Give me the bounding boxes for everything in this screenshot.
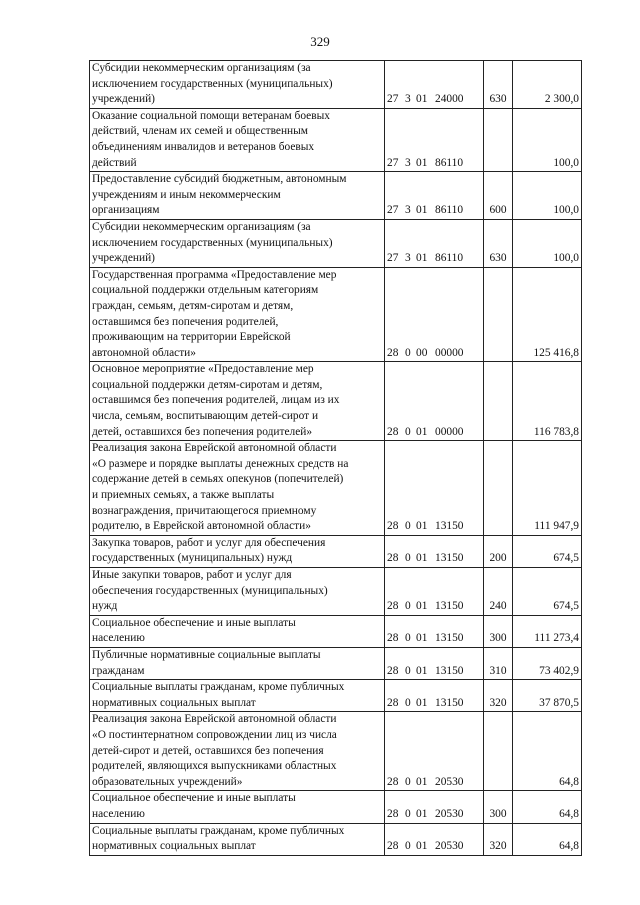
table-row bbox=[90, 441, 582, 536]
row-target-code bbox=[385, 568, 484, 616]
row-name-line: проживающим на территории Еврейской bbox=[92, 331, 291, 344]
row-name-line: Закупка товаров, работ и услуг для обеспечения bbox=[92, 536, 326, 549]
row-name-line: учреждениям и иным некоммерческим bbox=[92, 188, 281, 201]
code-direction: 24000 bbox=[435, 93, 464, 106]
code-subprogram: 0 bbox=[405, 775, 411, 788]
row-expense-type: 300 bbox=[484, 615, 513, 647]
code-direction: 13150 bbox=[435, 696, 464, 709]
table-row bbox=[90, 791, 582, 823]
row-amount: 64,8 bbox=[513, 712, 582, 791]
code-direction: 13150 bbox=[435, 600, 464, 613]
code-event: 01 bbox=[416, 664, 428, 677]
row-name-line: числа, семьям, воспитывающим детей-сирот и bbox=[92, 410, 319, 423]
row-expense-type bbox=[484, 441, 513, 536]
row-name-line: Субсидии некоммерческим организациям (за bbox=[92, 62, 311, 74]
row-amount: 111 947,9 bbox=[513, 441, 582, 536]
row-target-code bbox=[385, 61, 484, 109]
code-program: 28 bbox=[387, 775, 399, 788]
code-program: 28 bbox=[387, 600, 399, 613]
row-name-line: Социальные выплаты гражданам, кроме публичных bbox=[92, 681, 345, 694]
table-row bbox=[90, 267, 582, 362]
table-row bbox=[90, 61, 582, 109]
code-event: 00 bbox=[416, 346, 428, 359]
code-subprogram: 3 bbox=[405, 204, 411, 217]
row-expense-type bbox=[484, 267, 513, 362]
code-program: 28 bbox=[387, 346, 399, 359]
row-amount: 37 870,5 bbox=[513, 680, 582, 712]
row-name-line: учреждений) bbox=[92, 252, 155, 265]
row-expense-type: 630 bbox=[484, 61, 513, 109]
row-name bbox=[90, 61, 385, 109]
table-row bbox=[90, 712, 582, 791]
row-name-line: Субсидии некоммерческим организациям (за bbox=[92, 220, 311, 233]
row-name-line: Иные закупки товаров, работ и услуг для bbox=[92, 569, 292, 581]
code-subprogram: 0 bbox=[405, 632, 411, 645]
row-target-code bbox=[385, 823, 484, 855]
code-program: 28 bbox=[387, 632, 399, 645]
code-subprogram: 0 bbox=[405, 807, 411, 820]
row-name bbox=[90, 535, 385, 567]
row-target-code bbox=[385, 535, 484, 567]
code-event: 01 bbox=[416, 204, 428, 217]
row-expense-type bbox=[484, 108, 513, 171]
code-event: 01 bbox=[416, 632, 428, 645]
row-name-line: родителю, в Еврейской автономной области» bbox=[92, 520, 311, 533]
row-name-line: граждан, семьям, детям-сиротам и детям, bbox=[92, 299, 294, 312]
table-row bbox=[90, 362, 582, 441]
table-row bbox=[90, 172, 582, 220]
row-name-line: детей, оставшихся без попечения родителей» bbox=[92, 425, 313, 438]
row-target-code bbox=[385, 791, 484, 823]
row-name-line: нормативных социальных выплат bbox=[92, 840, 256, 853]
row-name-line: автономной области» bbox=[92, 346, 196, 359]
code-direction: 20530 bbox=[435, 807, 464, 820]
budget-table bbox=[89, 60, 582, 856]
code-direction: 13150 bbox=[435, 520, 464, 533]
code-event: 01 bbox=[416, 552, 428, 565]
code-direction: 20530 bbox=[435, 840, 464, 853]
row-expense-type: 240 bbox=[484, 568, 513, 616]
row-amount: 125 416,8 bbox=[513, 267, 582, 362]
row-expense-type: 200 bbox=[484, 535, 513, 567]
row-name-line: социальной поддержки детям-сиротам и детям, bbox=[92, 378, 323, 391]
row-expense-type: 320 bbox=[484, 823, 513, 855]
code-event: 01 bbox=[416, 520, 428, 533]
row-name-line: организациям bbox=[92, 204, 160, 217]
row-amount: 111 273,4 bbox=[513, 615, 582, 647]
code-subprogram: 0 bbox=[405, 600, 411, 613]
row-expense-type: 630 bbox=[484, 219, 513, 267]
row-name bbox=[90, 172, 385, 220]
row-name bbox=[90, 362, 385, 441]
row-name-line: и приемных семьях, а также выплаты bbox=[92, 489, 275, 502]
table-row bbox=[90, 680, 582, 712]
row-amount: 2 300,0 bbox=[513, 61, 582, 109]
row-target-code bbox=[385, 712, 484, 791]
row-expense-type bbox=[484, 712, 513, 791]
code-program: 27 bbox=[387, 156, 399, 169]
code-subprogram: 3 bbox=[405, 252, 411, 265]
code-subprogram: 3 bbox=[405, 156, 411, 169]
row-name bbox=[90, 267, 385, 362]
row-target-code bbox=[385, 172, 484, 220]
row-target-code bbox=[385, 267, 484, 362]
row-name-line: социальной поддержки отдельным категориям bbox=[92, 284, 319, 297]
table-row bbox=[90, 615, 582, 647]
code-direction: 13150 bbox=[435, 664, 464, 677]
row-name-line: «О постинтернатном сопровождении лиц из числа bbox=[92, 728, 337, 741]
row-name-line: нужд bbox=[92, 600, 118, 613]
code-program: 27 bbox=[387, 93, 399, 106]
code-subprogram: 0 bbox=[405, 520, 411, 533]
code-event: 01 bbox=[416, 252, 428, 265]
row-amount: 674,5 bbox=[513, 568, 582, 616]
row-amount: 100,0 bbox=[513, 172, 582, 220]
row-expense-type bbox=[484, 362, 513, 441]
table-row bbox=[90, 823, 582, 855]
row-name bbox=[90, 712, 385, 791]
code-program: 28 bbox=[387, 664, 399, 677]
row-name-line: обеспечения государственных (муниципальных) bbox=[92, 584, 328, 597]
row-name-line: нормативных социальных выплат bbox=[92, 696, 256, 709]
row-name-line: населению bbox=[92, 807, 145, 820]
row-name-line: «О размере и порядке выплаты денежных средств на bbox=[92, 457, 349, 470]
code-event: 01 bbox=[416, 93, 428, 106]
row-name-line: гражданам bbox=[92, 664, 145, 677]
code-event: 01 bbox=[416, 807, 428, 820]
code-subprogram: 0 bbox=[405, 425, 411, 438]
row-name-line: учреждений) bbox=[92, 93, 155, 106]
row-target-code bbox=[385, 362, 484, 441]
row-name-line: Публичные нормативные социальные выплаты bbox=[92, 648, 321, 661]
row-name-line: оставшимся без попечения родителей, лицам из их bbox=[92, 394, 340, 407]
row-amount: 73 402,9 bbox=[513, 647, 582, 679]
row-name-line: действий, членам их семей и общественным bbox=[92, 125, 309, 138]
code-event: 01 bbox=[416, 600, 428, 613]
code-program: 28 bbox=[387, 696, 399, 709]
row-target-code bbox=[385, 647, 484, 679]
row-name-line: действий bbox=[92, 156, 137, 169]
row-target-code bbox=[385, 108, 484, 171]
row-target-code bbox=[385, 615, 484, 647]
row-name-line: вознаграждения, причитающегося приемному bbox=[92, 504, 317, 517]
code-program: 27 bbox=[387, 252, 399, 265]
row-name bbox=[90, 108, 385, 171]
code-direction: 86110 bbox=[435, 156, 464, 169]
table-row bbox=[90, 219, 582, 267]
code-direction: 00000 bbox=[435, 425, 464, 438]
row-name-line: Реализация закона Еврейской автономной области bbox=[92, 442, 337, 455]
row-target-code bbox=[385, 441, 484, 536]
row-amount: 674,5 bbox=[513, 535, 582, 567]
row-name bbox=[90, 791, 385, 823]
table-row bbox=[90, 647, 582, 679]
row-name-line: Предоставление субсидий бюджетным, автономным bbox=[92, 173, 347, 186]
code-subprogram: 0 bbox=[405, 664, 411, 677]
code-subprogram: 3 bbox=[405, 93, 411, 106]
code-direction: 20530 bbox=[435, 775, 464, 788]
table-row bbox=[90, 108, 582, 171]
row-name-line: населению bbox=[92, 632, 145, 645]
row-name-line: Оказание социальной помощи ветеранам боевых bbox=[92, 109, 330, 122]
budget-table-body bbox=[90, 61, 582, 856]
row-name bbox=[90, 568, 385, 616]
row-amount: 116 783,8 bbox=[513, 362, 582, 441]
row-amount: 64,8 bbox=[513, 823, 582, 855]
code-subprogram: 0 bbox=[405, 346, 411, 359]
code-direction: 86110 bbox=[435, 204, 464, 217]
row-amount: 100,0 bbox=[513, 108, 582, 171]
table-row bbox=[90, 568, 582, 616]
row-expense-type: 300 bbox=[484, 791, 513, 823]
code-direction: 00000 bbox=[435, 346, 464, 359]
code-program: 27 bbox=[387, 204, 399, 217]
row-amount: 64,8 bbox=[513, 791, 582, 823]
row-expense-type: 310 bbox=[484, 647, 513, 679]
row-name-line: родителей, являющихся выпускниками областных bbox=[92, 760, 337, 773]
code-subprogram: 0 bbox=[405, 552, 411, 565]
row-name bbox=[90, 441, 385, 536]
page-number: 329 bbox=[310, 34, 330, 49]
row-expense-type: 600 bbox=[484, 172, 513, 220]
code-program: 28 bbox=[387, 552, 399, 565]
row-name-line: Социальное обеспечение и иные выплаты bbox=[92, 792, 296, 805]
code-direction: 86110 bbox=[435, 252, 464, 265]
row-target-code bbox=[385, 219, 484, 267]
row-name-line: образовательных учреждений» bbox=[92, 775, 243, 788]
code-program: 28 bbox=[387, 807, 399, 820]
row-name-line: содержание детей в семьях опекунов (попечителей) bbox=[92, 473, 344, 486]
row-name-line: Основное мероприятие «Предоставление мер bbox=[92, 363, 314, 376]
row-name bbox=[90, 823, 385, 855]
code-event: 01 bbox=[416, 425, 428, 438]
row-name bbox=[90, 680, 385, 712]
row-amount: 100,0 bbox=[513, 219, 582, 267]
row-name-line: детей-сирот и детей, оставшихся без попечения bbox=[92, 744, 324, 757]
code-event: 01 bbox=[416, 156, 428, 169]
code-event: 01 bbox=[416, 775, 428, 788]
code-event: 01 bbox=[416, 840, 428, 853]
row-name bbox=[90, 615, 385, 647]
row-name-line: Социальные выплаты гражданам, кроме публичных bbox=[92, 824, 345, 837]
code-direction: 13150 bbox=[435, 552, 464, 565]
code-subprogram: 0 bbox=[405, 696, 411, 709]
row-name-line: оставшимся без попечения родителей, bbox=[92, 315, 279, 328]
code-direction: 13150 bbox=[435, 632, 464, 645]
row-name-line: Государственная программа «Предоставление мер bbox=[92, 268, 337, 281]
row-name-line: Реализация закона Еврейской автономной области bbox=[92, 713, 337, 726]
row-name-line: исключением государственных (муниципальных) bbox=[92, 236, 333, 249]
code-event: 01 bbox=[416, 696, 428, 709]
code-program: 28 bbox=[387, 520, 399, 533]
row-name-line: государственных (муниципальных) нужд bbox=[92, 552, 293, 565]
row-name-line: объединениям инвалидов и ветеранов боевых bbox=[92, 140, 315, 153]
row-target-code bbox=[385, 680, 484, 712]
row-name bbox=[90, 219, 385, 267]
code-subprogram: 0 bbox=[405, 840, 411, 853]
code-program: 28 bbox=[387, 425, 399, 438]
row-name-line: исключением государственных (муниципальных) bbox=[92, 77, 333, 90]
code-program: 28 bbox=[387, 840, 399, 853]
table-row bbox=[90, 535, 582, 567]
row-expense-type: 320 bbox=[484, 680, 513, 712]
row-name bbox=[90, 647, 385, 679]
scan-speck bbox=[157, 836, 158, 837]
row-name-line: Социальное обеспечение и иные выплаты bbox=[92, 616, 296, 629]
